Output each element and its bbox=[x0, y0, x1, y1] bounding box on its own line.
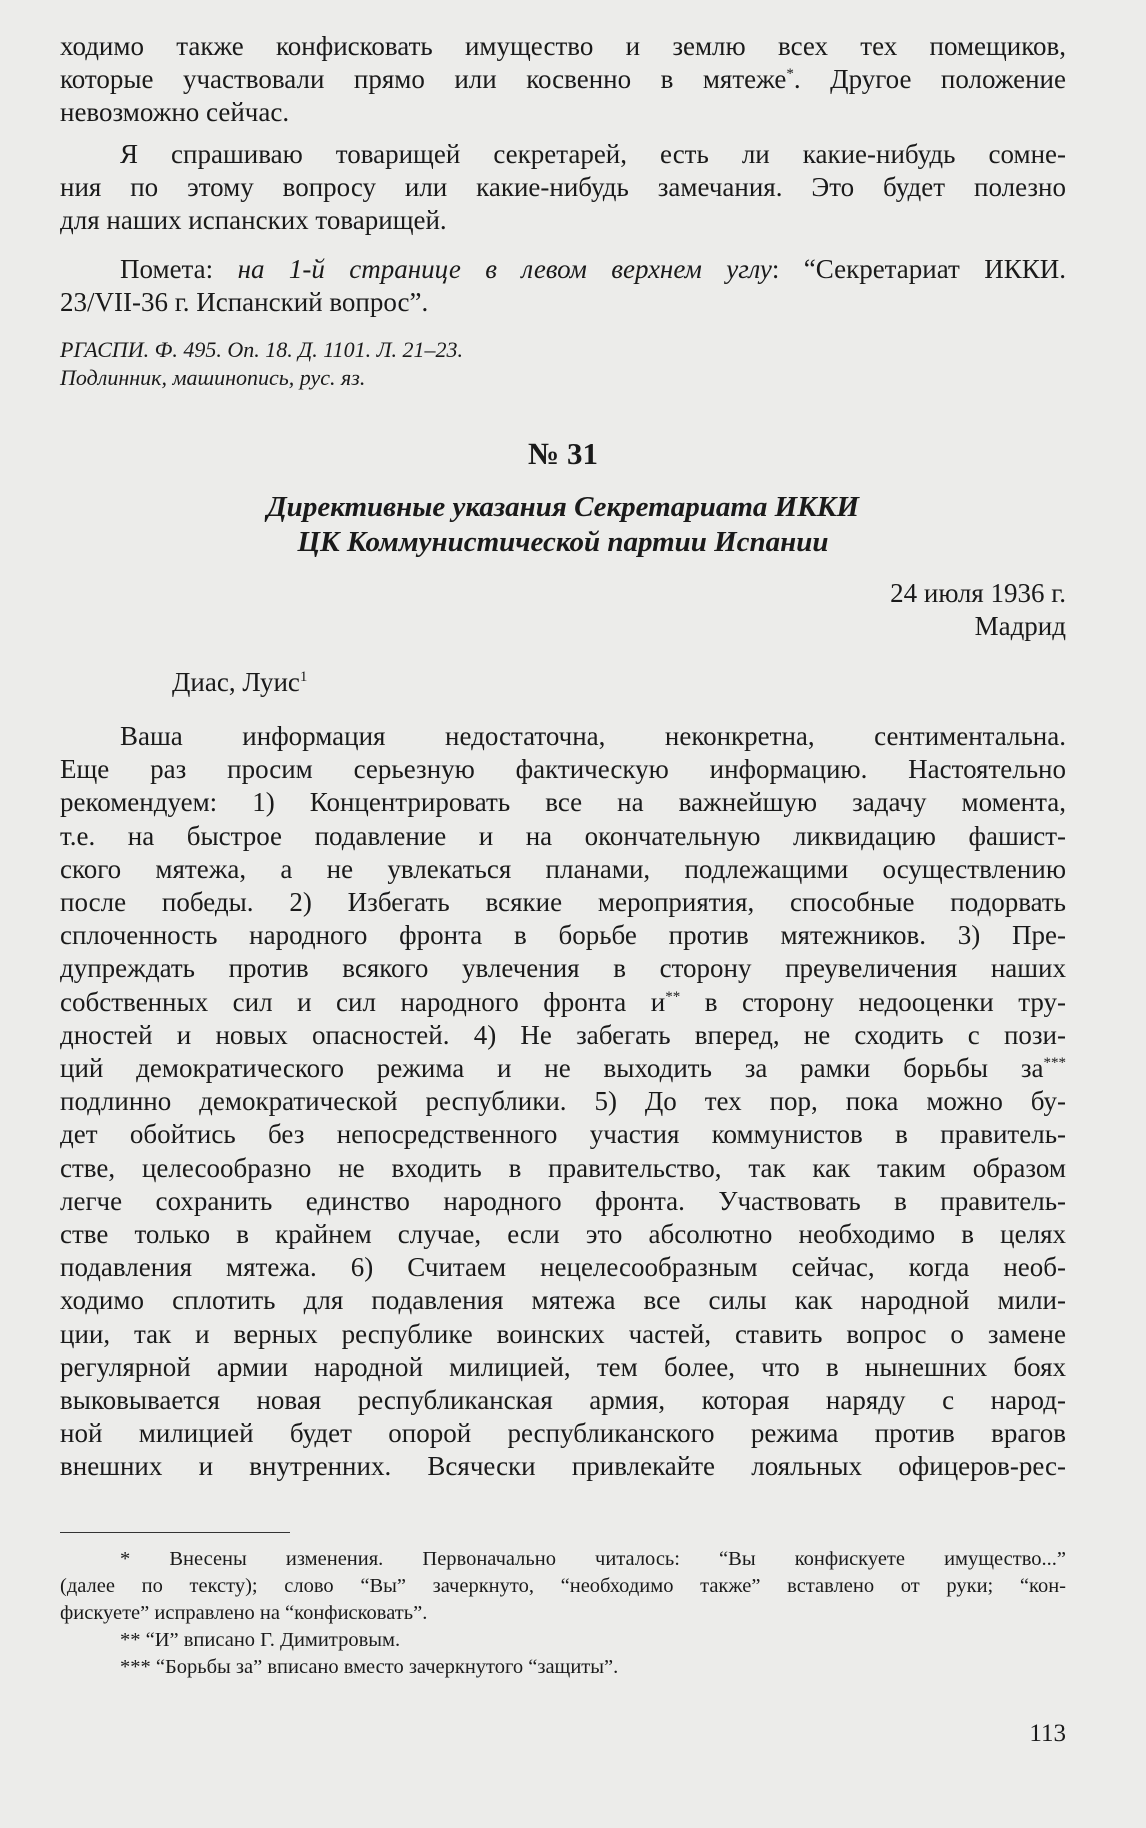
source-line: Подлинник, машинопись, рус. яз. bbox=[60, 365, 366, 390]
footnote-line: (далее по тексту); слово “Вы” зачеркнуто, “необходимо также” вставлено от руки; “кон- bbox=[60, 1575, 1066, 1597]
text-line: ходимо сплотить для подавления мятежа все силы как народной мили- bbox=[60, 1285, 1066, 1316]
text-line bbox=[60, 1052, 1066, 1085]
footnote-marker: ** bbox=[665, 988, 681, 1005]
addressee bbox=[172, 666, 572, 699]
text-line: стве только в крайнем случае, если это абсолютно необходимо в целях bbox=[60, 1219, 1066, 1250]
text-span: . Другое положение bbox=[793, 64, 1066, 95]
main-directive-text bbox=[60, 720, 1066, 1484]
text-line: ной милицией будет опорой республиканского режима против врагов bbox=[60, 1418, 1066, 1449]
text-line: 23/VII-36 г. Испанский вопрос”. bbox=[60, 287, 429, 318]
text-line: невозможно сейчас. bbox=[60, 97, 290, 128]
text-line: рекомендуем: 1) Концентрировать все на важнейшую задачу момента, bbox=[60, 787, 1066, 818]
text-line bbox=[60, 986, 1066, 1019]
note-italic: на 1-й странице в левом верхнем углу bbox=[237, 254, 772, 284]
text-line: подавления мятежа. 6) Считаем нецелесообразным сейчас, когда необ- bbox=[60, 1252, 1066, 1283]
footnote-line: ** “И” вписано Г. Димитровым. bbox=[120, 1629, 401, 1651]
footnote-marker: 1 bbox=[299, 669, 308, 685]
footnote-line: фискуете” исправлено на “конфисковать”. bbox=[60, 1602, 428, 1624]
text-line: подлинно демократической республики. 5) До тех пор, пока можно бу- bbox=[60, 1086, 1066, 1117]
text-line: регулярной армии народной милицией, тем более, что в нынешних боях bbox=[60, 1351, 1066, 1382]
archival-note bbox=[60, 253, 1066, 319]
footnotes bbox=[60, 1546, 1066, 1681]
text-line bbox=[60, 63, 1066, 96]
date-place bbox=[60, 577, 1066, 643]
addressee-name: Диас, Луис bbox=[172, 667, 300, 697]
text-line: ского мятежа, а не увлекаться планами, подлежащими осуществлению bbox=[60, 853, 1066, 884]
text-span: которые участвовали прямо или косвенно в мятеже bbox=[60, 64, 787, 95]
addressee-line bbox=[172, 666, 572, 699]
continuation-paragraph bbox=[60, 30, 1066, 130]
page-number: 113 bbox=[1029, 1720, 1066, 1747]
text-line: ции, так и верных республике воинских частей, ставить вопрос о замене bbox=[60, 1318, 1066, 1349]
footnote-line: *** “Борьбы за” вписано вместо зачеркнутого “защиты”. bbox=[120, 1656, 619, 1678]
text-line: для наших испанских товарищей. bbox=[60, 205, 447, 236]
question-paragraph bbox=[60, 138, 1066, 238]
text-line: ходимо также конфисковать имущество и землю всех тех помещиков, bbox=[60, 31, 1066, 61]
text-line: т.е. на быстрое подавление и на окончательную ликвидацию фашист- bbox=[60, 820, 1066, 851]
text-line: сплоченность народного фронта в борьбе против мятежников. 3) Пре- bbox=[60, 920, 1066, 951]
text-line: дупреждать против всякого увлечения в сторону преувеличения наших bbox=[60, 953, 1066, 984]
text-line: легче сохранить единство народного фронта. Участвовать в правитель- bbox=[60, 1185, 1066, 1216]
source-line: РГАСПИ. Ф. 495. Оп. 18. Д. 1101. Л. 21–23. bbox=[60, 337, 463, 362]
source-citation bbox=[60, 336, 1066, 392]
footnote-line: * Внесены изменения. Первоначально читалось: “Вы конфискуете имущество...” bbox=[120, 1548, 1066, 1570]
document-number: № 31 bbox=[528, 436, 598, 471]
text-span: в сторону недооценки тру- bbox=[680, 986, 1066, 1017]
text-line: Еще раз просим серьезную фактическую информацию. Настоятельно bbox=[60, 754, 1066, 785]
footnote-divider bbox=[60, 1532, 290, 1533]
text-line bbox=[60, 253, 1066, 286]
text-line: дет обойтись без непосредственного участия коммунистов в правитель- bbox=[60, 1119, 1066, 1150]
note-prefix: Помета: bbox=[120, 254, 238, 284]
text-line: стве, целесообразно не входить в правительство, так как таким образом bbox=[60, 1152, 1066, 1183]
text-line: внешних и внутренних. Всячески привлекайте лояльных офицеров-рес- bbox=[60, 1451, 1066, 1482]
text-line: ния по этому вопросу или какие-нибудь замечания. Это будет полезно bbox=[60, 172, 1066, 203]
text-line: Ваша информация недостаточна, неконкретна, сентиментальна. bbox=[120, 721, 1066, 751]
text-line: дностей и новых опасностей. 4) Не забегать вперед, не сходить с пози- bbox=[60, 1019, 1066, 1050]
document-title bbox=[60, 490, 1066, 560]
title-line: Директивные указания Секретариата ИККИ bbox=[266, 491, 860, 523]
note-text: : “Секретариат ИККИ. bbox=[771, 254, 1067, 284]
footnote-marker: * bbox=[786, 66, 794, 83]
document-date: 24 июля 1936 г. bbox=[890, 578, 1066, 608]
title-line: ЦК Коммунистической партии Испании bbox=[297, 526, 829, 558]
document-place: Мадрид bbox=[974, 611, 1066, 642]
footnote-marker: *** bbox=[1043, 1055, 1066, 1072]
text-span: собственных сил и сил народного фронта и bbox=[60, 986, 666, 1017]
text-span: ций демократического режима и не выходить за рамки борьбы за bbox=[60, 1053, 1044, 1084]
text-line: после победы. 2) Избегать всякие мероприятия, способные подорвать bbox=[60, 887, 1066, 918]
text-line: выковывается новая республиканская армия, которая наряду с народ- bbox=[60, 1385, 1066, 1416]
text-line: Я спрашиваю товарищей секретарей, есть ли какие-нибудь сомне- bbox=[120, 139, 1066, 169]
